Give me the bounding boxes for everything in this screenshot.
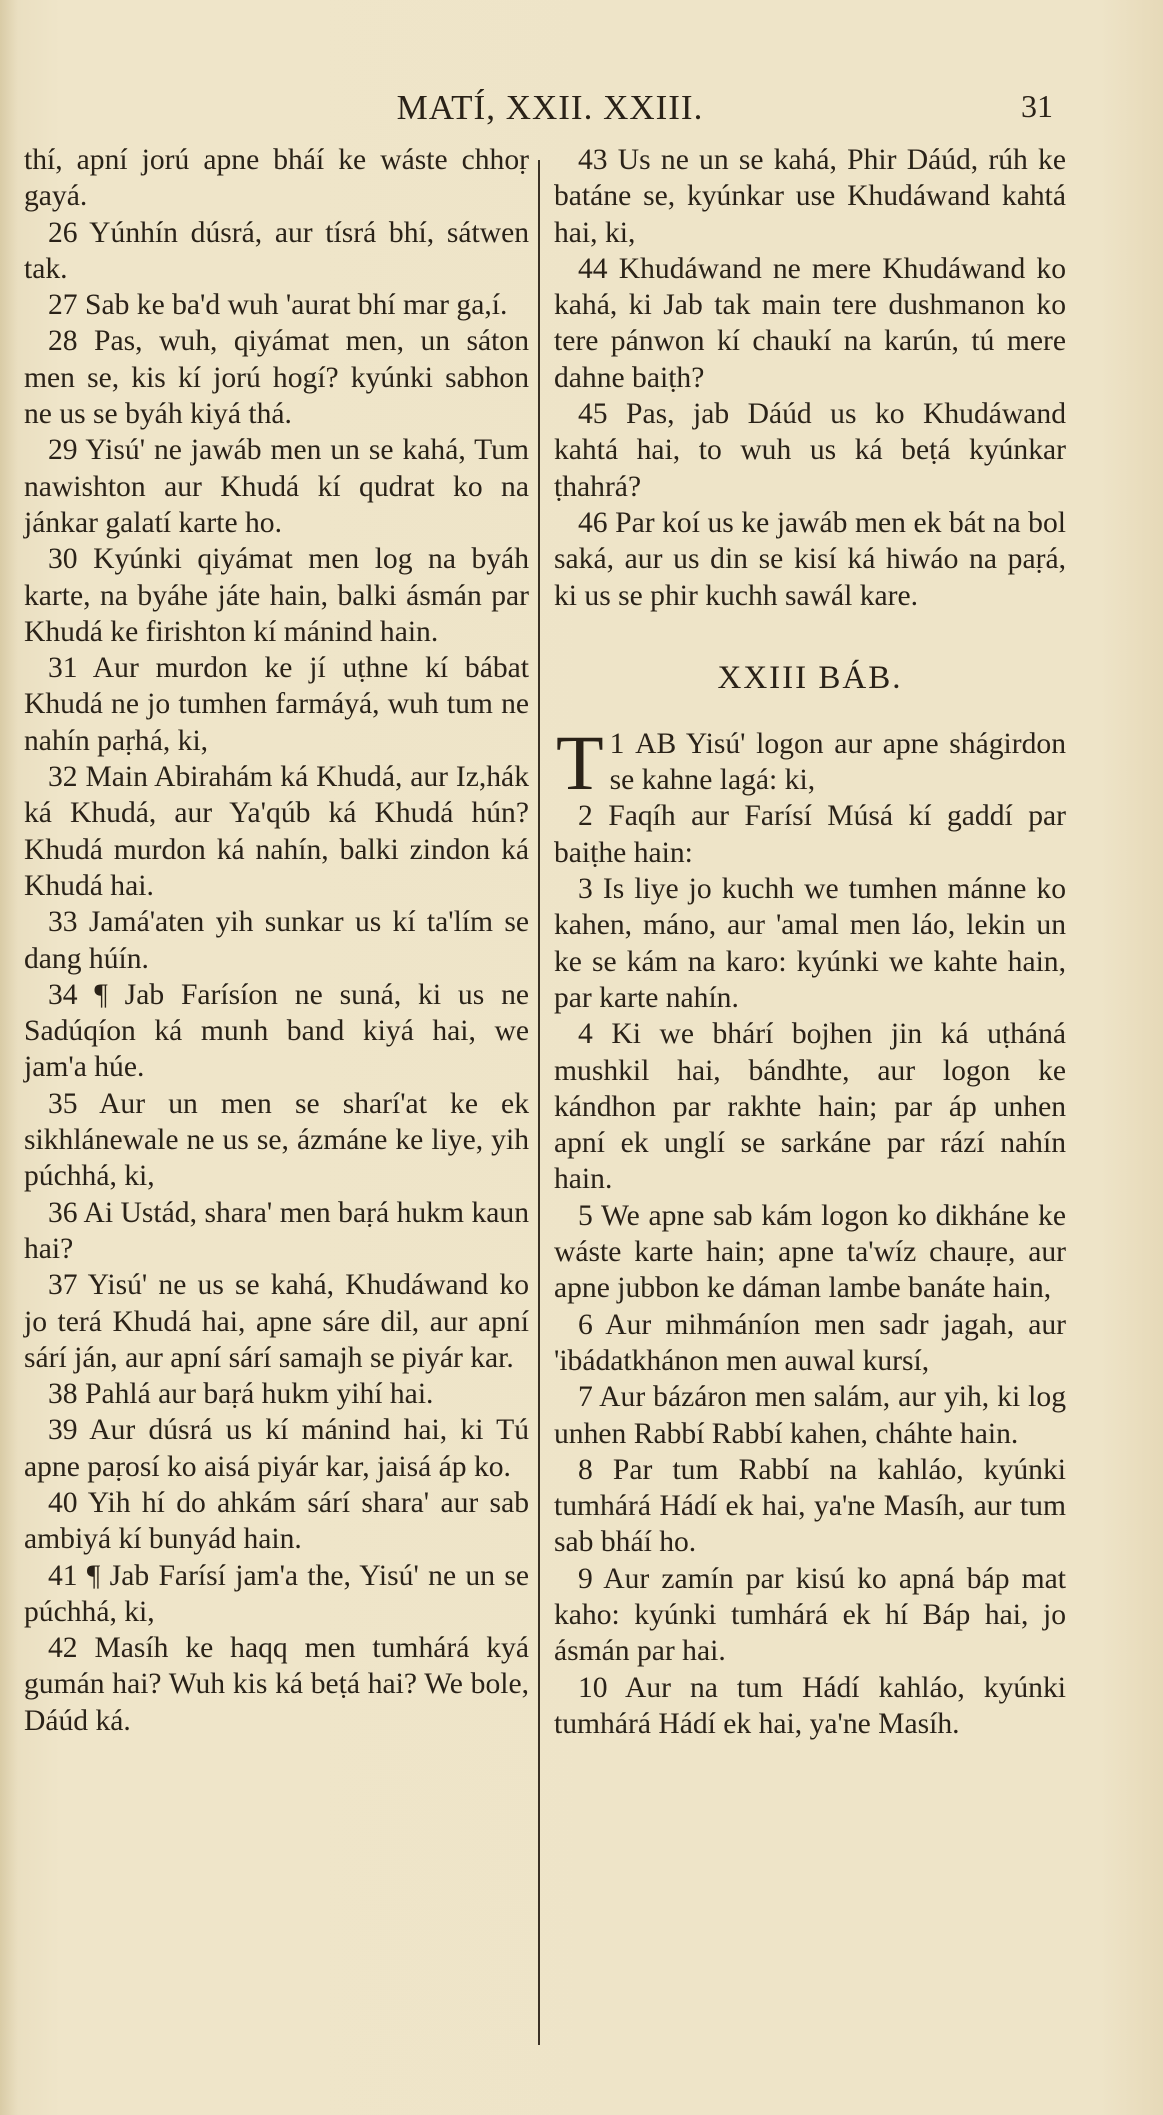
right-column [538,142,1066,1742]
verse: 37 Yisú' ne us se kahá, Khudáwand ko jo terá Khudá hai, apne sáre dil, aur apní sárí ján, aur apní sárí samajh se piyár kar. [24,1269,529,1374]
verse: 32 Main Abirahám ká Khudá, aur Iz,hák ká Khudá, aur Ya'qúb ká Khudá hún? Khudá murdon ká nahín, balki zindon ká Khudá hai. [24,761,529,902]
first-verse [554,718,1066,806]
page-number: 31 [1021,88,1053,124]
verse: thí, apní jorú apne bháí ke wáste chhoṛ gayá. [24,144,529,213]
verse: 5 We apne sab kám logon ko dikháne ke wáste karte hain; apne ta'wíz chauṛe, aur apne jubbon ke dáman lambe banáte hain, [554,1199,1066,1305]
verse: 35 Aur un men se sharí'at ke ek sikhlánewale ne us se, ázmáne ke liye, yih púchhá, ki, [24,1087,529,1193]
verse: 34 ¶ Jab Farísíon ne suná, ki us ne Sadúqíon ká munh band kiyá hai, we jam'a húe. [24,978,529,1084]
verse: 10 Aur na tum Hádí kahláo, kyúnki tumhárá Hádí ek hai, ya'ne Masíh. [554,1671,1066,1740]
verse: 43 Us ne un se kahá, Phir Dáúd, rúh ke batáne se, kyúnkar use Khudáwand kahtá hai, ki, [554,144,1066,249]
verse: 3 Is liye jo kuchh we tumhen mánne ko kahen, máno, aur 'amal men láo, lekin un ke se kám na karo: kyúnki we kahte hain, par karte nahín. [554,873,1066,1014]
verse: 39 Aur dúsrá us kí mánind hai, ki Tú apne paṛosí ko aisá piyár kar, jaisá áp ko. [24,1414,529,1483]
chapter-heading: XXIII BÁB. [717,659,903,696]
verse: 46 Par koí us ke jawáb men ek bát na bol saká, aur us din se kisí ká hiwáo na paṛá, ki us se phir kuchh sawál kare. [554,506,1066,612]
verse: 40 Yih hí do ahkám sárí shara' aur sab ambiyá kí bunyád hain. [24,1486,529,1556]
verse: 26 Yúnhín dúsrá, aur tísrá bhí, sátwen tak. [24,216,529,285]
verse: 44 Khudáwand ne mere Khudáwand ko kahá, ki Jab tak main tere dushmanon ko tere pánwon kí chaukí na karún, tú mere dahne baiṭh? [554,252,1066,394]
verse: 36 Ai Ustád, shara' men baṛá hukm kaun hai? [24,1196,529,1265]
verse: 27 Sab ke ba'd wuh 'aurat bhí mar ga,í. [48,289,508,322]
verse: 8 Par tum Rabbí na kahláo, kyúnki tumhárá Hádí ek hai, ya'ne Masíh, aur tum sab bháí ho. [554,1453,1066,1559]
drop-cap: T [556,718,604,806]
verse: 4 Ki we bhárí bojhen jin ká uṭháná mushkil hai, bándhte, aur logon ke kándhon par rakhte hain; par áp unhen apní ek unglí se sarkáne par rází nahín hain. [554,1018,1066,1196]
verse: 29 Yisú' ne jawáb men un se kahá, Tum nawishton aur Khudá kí qudrat ko na jánkar galatí karte ho. [24,434,529,539]
page-header [0,88,1163,136]
verse: 9 Aur zamín par kisú ko apná báp mat kaho: kyúnki tumhárá ek hí Báp hai, jo ásmán par hai. [554,1562,1066,1668]
verse: 30 Kyúnki qiyámat men log na byáh karte, na byáhe játe hain, balki ásmán par Khudá ke firishton kí mánind hain. [24,543,529,648]
verse: 28 Pas, wuh, qiyámat men, un sáton men se, kis kí jorú hogí? kyúnki sabhon ne us se byáh kiyá thá. [24,325,529,431]
verse: 38 Pahlá aur baṛá hukm yihí hai. [48,1378,434,1411]
verse: 7 Aur bázáron men salám, aur yih, ki log unhen Rabbí Rabbí kahen, cháhte hain. [554,1381,1066,1450]
verse: 6 Aur mihmáníon men sadr jagah, aur 'ibádatkhánon men auwal kursí, [554,1308,1066,1377]
first-verse-text: AB Yisú' logon aur apne shágirdon se kahne lagá: ki, [609,727,1066,797]
verse: 41 ¶ Jab Farísí jam'a the, Yisú' ne un se púchhá, ki, [24,1559,529,1628]
verse: 31 Aur murdon ke jí uṭhne kí bábat Khudá ne jo tumhen farmáyá, wuh tum ne nahín paṛhá, ki, [24,652,529,757]
verse: 42 Masíh ke haqq men tumhárá kyá gumán hai? Wuh kis ká beṭá hai? We bole, Dáúd ká. [24,1632,529,1737]
verse: 2 Faqíh aur Farísí Músá kí gaddí par baiṭhe hain: [554,800,1066,869]
running-head: MATÍ, XXII. XXIII. [396,88,704,127]
verse: 45 Pas, jab Dáúd us ko Khudáwand kahtá hai, to wuh us ká beṭá kyúnkar ṭhahrá? [554,398,1066,503]
verse: 33 Jamá'aten yih sunkar us kí ta'lím se dang húín. [24,906,529,975]
verse-number: 1 [609,727,625,760]
left-column [24,142,529,1739]
